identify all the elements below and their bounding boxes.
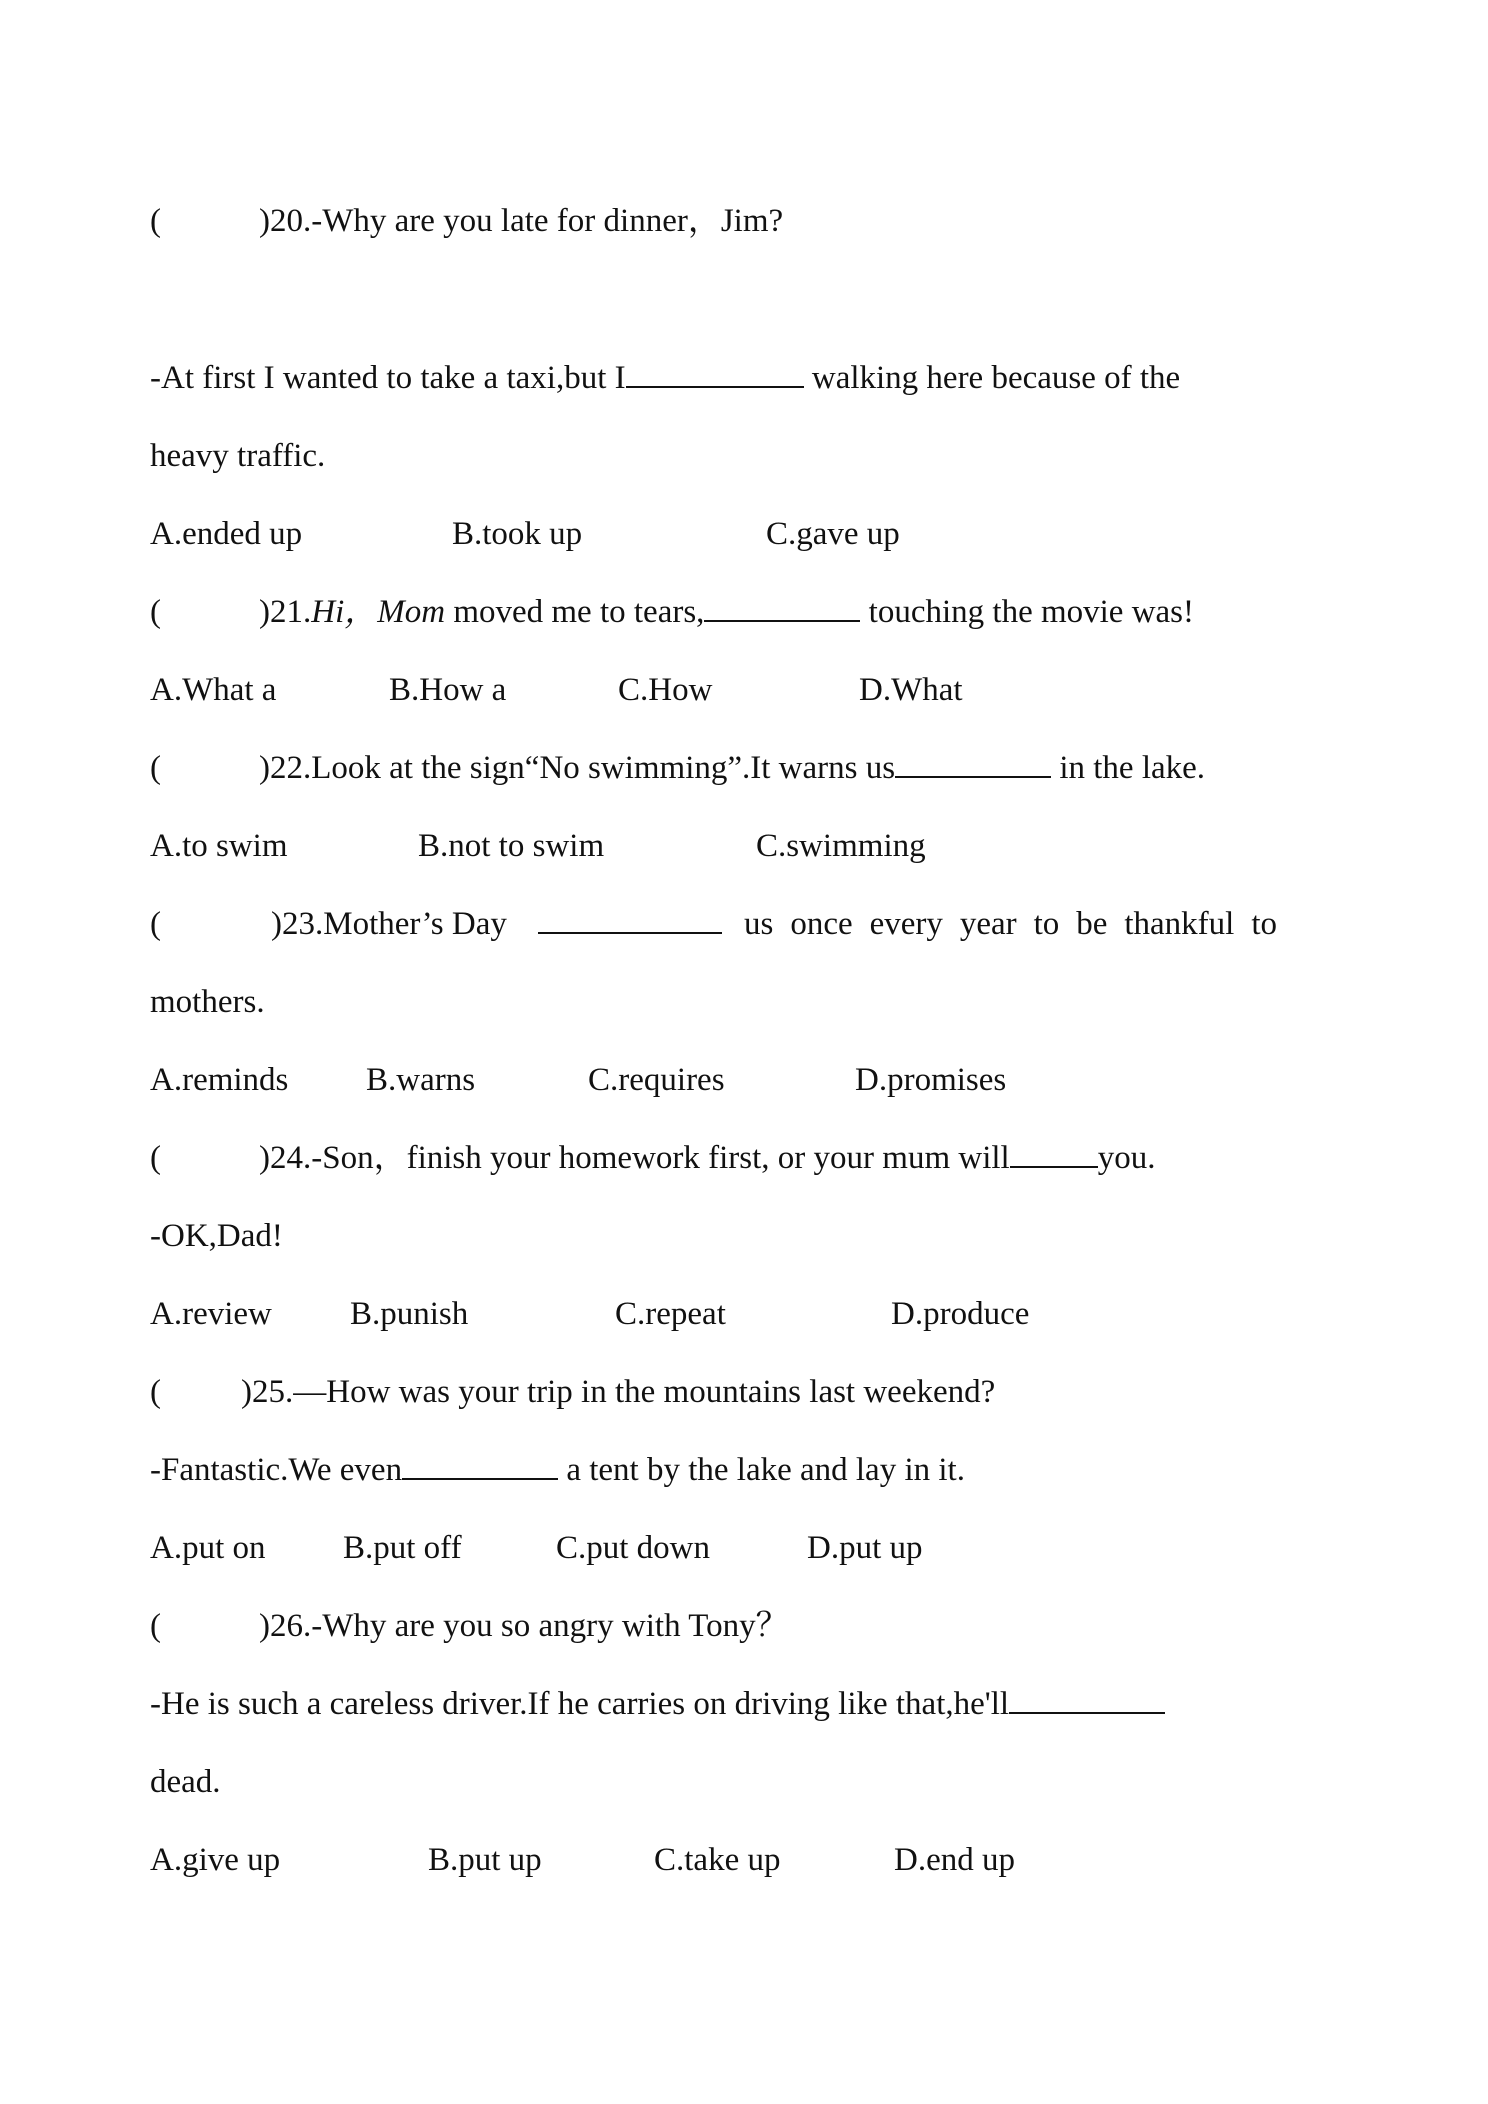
question-text: touching the movie was! bbox=[860, 594, 1195, 630]
question-text: you. bbox=[1097, 1140, 1156, 1176]
answer-paren: ( bbox=[150, 750, 161, 786]
question-text: walking here because of the bbox=[803, 360, 1181, 396]
question-24-line2: -OK,Dad! bbox=[150, 1218, 283, 1254]
answer-paren: ( bbox=[150, 203, 161, 239]
question-20-line3: heavy traffic. bbox=[150, 438, 326, 474]
option-a: A.to swim bbox=[150, 828, 288, 864]
question-number: )23. bbox=[271, 906, 324, 942]
answer-blank bbox=[895, 748, 1051, 778]
answer-paren: ( bbox=[150, 1140, 161, 1176]
question-24-prompt bbox=[150, 1138, 1155, 1178]
option-c: C.put down bbox=[556, 1530, 711, 1566]
question-text: -At first I wanted to take a taxi,but I bbox=[150, 360, 626, 396]
option-b: B.not to swim bbox=[418, 828, 605, 864]
question-text: -Fantastic.We even bbox=[150, 1452, 403, 1488]
question-number: )25. bbox=[241, 1374, 294, 1410]
answer-paren: ( bbox=[150, 906, 161, 942]
option-a: A.What a bbox=[150, 672, 277, 708]
option-b: B.punish bbox=[350, 1296, 469, 1332]
question-26-prompt bbox=[150, 1606, 789, 1646]
option-d: D.produce bbox=[891, 1296, 1030, 1332]
movie-title: Hi，Mom bbox=[311, 594, 446, 630]
answer-paren: ( bbox=[150, 1374, 161, 1410]
question-number: )22. bbox=[259, 750, 312, 786]
question-20-line2 bbox=[150, 358, 1180, 398]
option-b: B.put off bbox=[343, 1530, 462, 1566]
question-text: a tent by the lake and lay in it. bbox=[558, 1452, 965, 1488]
option-d: D.end up bbox=[894, 1842, 1015, 1878]
question-23-line2: mothers. bbox=[150, 984, 265, 1020]
answer-blank bbox=[1009, 1684, 1165, 1714]
option-b: B.took up bbox=[452, 516, 583, 552]
option-b: B.put up bbox=[428, 1842, 542, 1878]
question-number: )26. bbox=[259, 1608, 312, 1644]
question-text: -Why are you late for dinner，Jim? bbox=[311, 203, 784, 239]
question-26-line2 bbox=[150, 1684, 1165, 1724]
question-text: in the lake. bbox=[1051, 750, 1206, 786]
option-c: C.repeat bbox=[615, 1296, 726, 1332]
option-c: C.requires bbox=[588, 1062, 725, 1098]
option-b: B.warns bbox=[366, 1062, 476, 1098]
question-22-prompt bbox=[150, 748, 1205, 788]
question-20-prompt bbox=[150, 201, 783, 241]
question-21-prompt bbox=[150, 592, 1194, 632]
answer-blank bbox=[1010, 1138, 1098, 1168]
answer-blank-wrap bbox=[538, 904, 722, 944]
question-text: Mother’s Day bbox=[323, 906, 507, 942]
option-b: B.How a bbox=[389, 672, 507, 708]
question-text: —How was your trip in the mountains last weekend? bbox=[293, 1374, 996, 1410]
answer-blank bbox=[704, 592, 860, 622]
option-d: D.put up bbox=[807, 1530, 923, 1566]
answer-blank bbox=[538, 904, 722, 934]
answer-blank bbox=[402, 1450, 558, 1480]
question-number: )21. bbox=[259, 594, 312, 630]
option-c: C.take up bbox=[654, 1842, 781, 1878]
answer-blank bbox=[626, 358, 804, 388]
answer-paren: ( bbox=[150, 594, 161, 630]
option-a: A.ended up bbox=[150, 516, 303, 552]
question-25-prompt bbox=[150, 1372, 995, 1412]
question-text: moved me to tears, bbox=[445, 594, 705, 630]
question-26-line3: dead. bbox=[150, 1764, 221, 1800]
question-text: -He is such a careless driver.If he carries on driving like that,he'll bbox=[150, 1686, 1010, 1722]
question-23-prompt bbox=[150, 904, 507, 944]
option-d: D.What bbox=[859, 672, 963, 708]
option-a: A.review bbox=[150, 1296, 272, 1332]
answer-paren: ( bbox=[150, 1608, 161, 1644]
question-text: us once every year to be thankful to bbox=[744, 906, 1277, 942]
question-text: Look at the sign“No swimming”.It warns us bbox=[311, 750, 896, 786]
question-number: )24. bbox=[259, 1140, 312, 1176]
question-text: -Why are you so angry with Tony？ bbox=[311, 1608, 789, 1644]
option-c: C.gave up bbox=[766, 516, 900, 552]
option-c: C.swimming bbox=[756, 828, 926, 864]
question-number: )20. bbox=[259, 203, 312, 239]
option-d: D.promises bbox=[855, 1062, 1007, 1098]
question-25-line2 bbox=[150, 1450, 965, 1490]
option-a: A.put on bbox=[150, 1530, 266, 1566]
option-a: A.reminds bbox=[150, 1062, 289, 1098]
option-a: A.give up bbox=[150, 1842, 281, 1878]
option-c: C.How bbox=[618, 672, 713, 708]
question-text: -Son，finish your homework first, or your mum will bbox=[311, 1140, 1010, 1176]
